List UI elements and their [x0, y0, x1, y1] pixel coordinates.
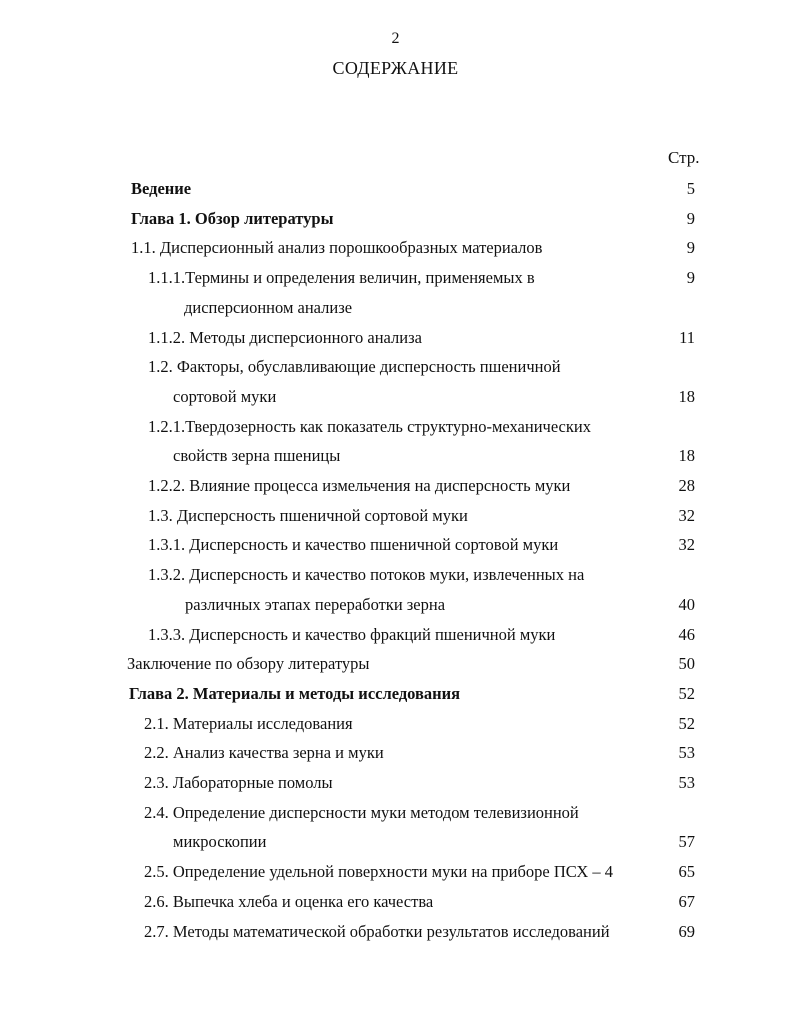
toc-entry-text: микроскопии	[173, 832, 267, 852]
toc-entry-page: 32	[678, 535, 695, 555]
toc-entry-page: 53	[678, 773, 695, 792]
toc-entry-text: 1.3.3. Дисперсность и качество фракций пшеничной муки	[148, 624, 556, 644]
toc-entry-page: 9	[686, 208, 695, 228]
toc-entry-text: 1.2.2. Влияние процесса измельчения на дисперсность муки	[148, 476, 571, 495]
toc-entry-text: 1.1. Дисперсионный анализ порошкообразных материалов	[131, 238, 543, 258]
toc-entry-page: 52	[678, 713, 695, 733]
toc-entry-page: 46	[678, 624, 695, 644]
toc-entry-page: 40	[678, 594, 695, 614]
toc-entry-text: Глава 2. Материалы и методы исследования	[129, 683, 461, 703]
toc-entry-page: 53	[678, 743, 695, 763]
toc-entry-text: 1.1.2. Методы дисперсионного анализа	[148, 327, 422, 347]
toc-entry-page: 9	[686, 238, 695, 258]
toc-entry-page: 11	[679, 327, 695, 347]
toc-entry-text: 1.1.1.Термины и определения величин, применяемых в	[148, 268, 535, 288]
toc-entry-text: 1.3. Дисперсность пшеничной сортовой муки	[148, 505, 468, 525]
toc-entry-text: сортовой муки	[173, 386, 277, 406]
toc-entry-text: 1.3.1. Дисперсность и качество пшеничной сортовой муки	[148, 535, 559, 555]
toc-entry-page: 57	[678, 832, 695, 852]
toc-entry-text: различных этапах переработки зерна	[185, 594, 446, 614]
toc-entry-page: 18	[678, 386, 695, 406]
toc-entry-text: 2.1. Материалы исследования	[144, 713, 353, 733]
toc-entry-page: 32	[678, 505, 695, 525]
toc-entry-text: 2.3. Лабораторные помолы	[144, 773, 333, 792]
page-column-header: Стр.	[668, 148, 700, 167]
toc-entry-text: Ведение	[131, 179, 192, 198]
toc-entry-text: 2.6. Выпечка хлеба и оценка его качества	[144, 891, 434, 911]
toc-entry-text: 1.2.1.Твердозерность как показатель структурно-механических	[148, 416, 591, 436]
toc-entry-page: 69	[678, 921, 695, 941]
toc-entry-text: Заключение по обзору литературы	[127, 654, 370, 674]
toc-entry-text: 1.3.2. Дисперсность и качество потоков муки, извлеченных на	[148, 565, 585, 585]
toc-entry-page: 9	[686, 268, 695, 288]
toc-entry-text: дисперсионном анализе	[184, 297, 353, 317]
toc-entry-text: Глава 1. Обзор литературы	[131, 208, 334, 228]
toc-entry-page: 28	[678, 476, 695, 495]
toc-entry-page: 50	[678, 654, 695, 674]
toc-entry-page: 5	[686, 179, 695, 198]
toc-entry-text: 2.7. Методы математической обработки результатов исследований	[144, 921, 610, 941]
page-number: 2	[391, 30, 400, 47]
page-title: СОДЕРЖАНИЕ	[332, 58, 459, 78]
toc-entry-text: 2.4. Определение дисперсности муки методом телевизионной	[144, 802, 579, 822]
toc-entry-page: 18	[678, 446, 695, 466]
toc-entry-text: свойств зерна пшеницы	[173, 446, 341, 466]
toc-entry-text: 2.2. Анализ качества зерна и муки	[144, 743, 384, 763]
toc-entry-text: 2.5. Определение удельной поверхности муки на приборе ПСХ – 4	[144, 862, 614, 882]
toc-entry-page: 52	[678, 683, 695, 703]
toc-entry-page: 67	[678, 891, 695, 911]
toc-entry-page: 65	[678, 862, 695, 882]
toc-entry-text: 1.2. Факторы, обуславливающие дисперсность пшеничной	[148, 357, 561, 377]
